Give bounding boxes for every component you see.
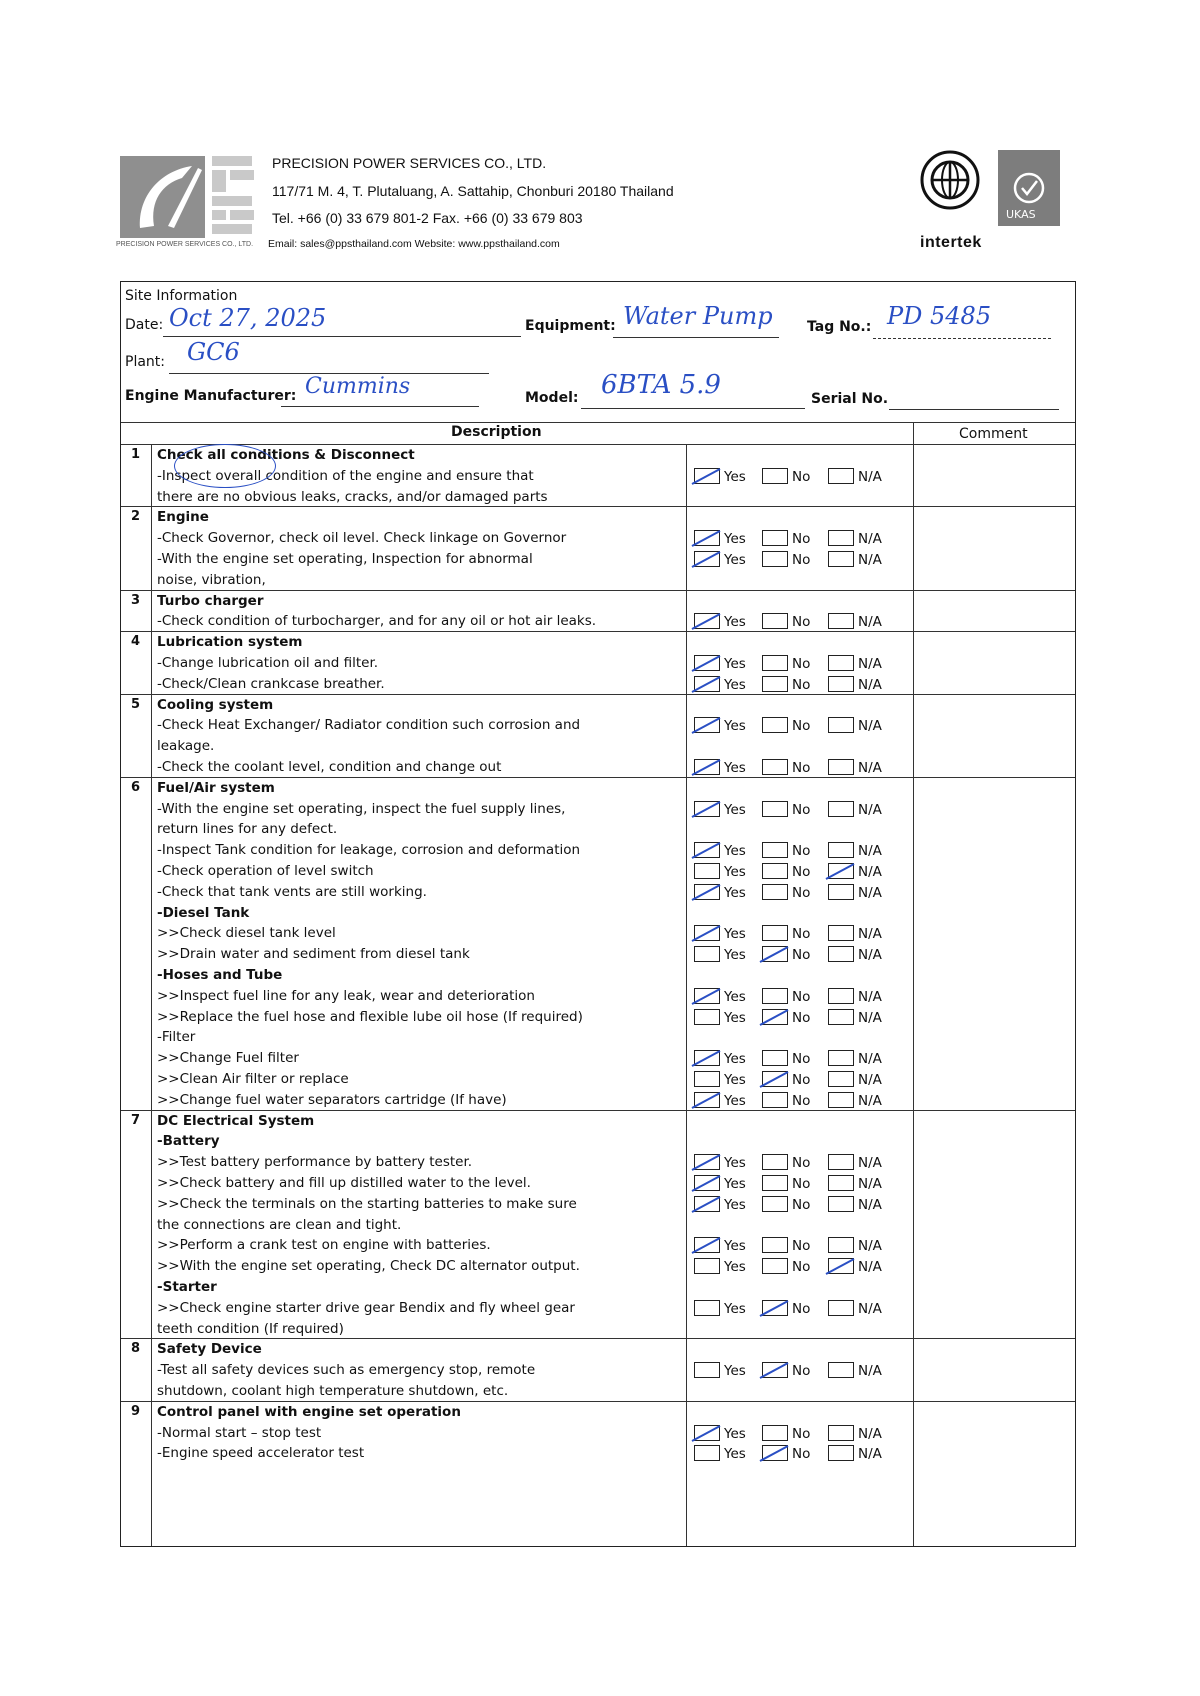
row-item-text: >>Inspect fuel line for any leak, wear and deterioration [157,987,535,1004]
yes-no-na-group [694,1237,914,1255]
checkbox-no[interactable] [762,1092,788,1108]
checkbox-label: No [792,614,811,631]
checkbox-label: Yes [724,614,746,631]
checkbox-label: No [792,988,811,1005]
row-item-text: teeth condition (If required) [157,1320,344,1337]
checkbox-label: N/A [858,1051,882,1068]
checkbox-label: N/A [858,1092,882,1109]
yes-no-na-group [694,468,914,486]
checkbox-label: Yes [724,1238,746,1255]
checkbox-na[interactable] [828,1009,854,1025]
checkbox-yes[interactable] [694,1362,720,1378]
row-divider [121,1338,1075,1339]
date-label: Date: [125,317,164,333]
checkbox-label: No [792,864,811,880]
checkbox-label: Yes [724,1300,746,1317]
checkbox-label: N/A [858,1425,882,1442]
checkbox-yes[interactable] [694,1237,720,1253]
row-item-text: -Check the coolant level, condition and change out [157,759,502,775]
row-divider [121,590,1075,591]
checkbox-na[interactable] [828,1175,854,1191]
checkbox-label: N/A [858,884,882,901]
yes-no-na-group [694,530,914,548]
row-number: 7 [131,1112,141,1128]
yes-no-na-group [694,1175,914,1193]
checkbox-label: No [792,760,811,776]
yes-no-na-group [694,988,914,1006]
checkbox-no[interactable] [762,468,788,484]
row-item-text: >>With the engine set operating, Check DC alternator output. [157,1258,580,1275]
row-item-text: shutdown, coolant high temperature shutdown, etc. [157,1383,509,1399]
row-heading: Control panel with engine set operation [157,1403,461,1420]
checkbox-na[interactable] [828,1050,854,1066]
row-item-text: -Check condition of turbocharger, and for any oil or hot air leaks. [157,613,597,630]
checkbox-label: N/A [858,1196,882,1213]
row-item-text: -Check that tank vents are still working. [157,883,427,900]
row-number: 3 [131,592,141,608]
checkbox-yes[interactable] [694,1445,720,1461]
row-item-text: -Change lubrication oil and filter. [157,655,379,671]
checkbox-na[interactable] [828,530,854,546]
checkbox-label: N/A [858,926,882,943]
checkbox-label: No [792,656,811,672]
row-heading: Engine [157,509,209,526]
document-header [116,150,1075,260]
row-number: 8 [131,1341,141,1357]
tag-field[interactable]: PD 5485 [887,302,992,330]
checkbox-label: No [792,1072,811,1088]
yes-no-na-group [694,717,914,735]
logo-caption: PRECISION POWER SERVICES CO., LTD. [116,241,254,248]
checkbox-no[interactable] [762,613,788,629]
checkbox-no[interactable] [762,884,788,900]
checkbox-yes[interactable] [694,676,720,692]
intertek-wordmark: intertek [920,234,982,251]
checkbox-label: No [792,1009,811,1026]
checkbox-no[interactable] [762,1237,788,1253]
row-number: 5 [131,696,141,712]
checkbox-no[interactable] [762,1445,788,1461]
checkbox-yes[interactable] [694,946,720,962]
row-item-text: >>Perform a crank test on engine with batteries. [157,1237,491,1254]
row-heading: -Diesel Tank [157,904,250,921]
yes-no-na-group [694,1154,914,1172]
checkbox-label: N/A [858,718,882,735]
company-name: PRECISION POWER SERVICES CO., LTD. [272,155,547,171]
checkbox-no[interactable] [762,946,788,962]
checkbox-na[interactable] [828,551,854,567]
checkbox-label: Yes [724,1009,746,1026]
checkbox-label: No [792,1446,811,1463]
checkbox-label: Yes [724,1446,746,1463]
checkbox-label: Yes [724,1196,746,1213]
yes-no-na-group [694,1092,914,1110]
checkbox-no[interactable] [762,842,788,858]
date-field[interactable]: Oct 27, 2025 [169,304,327,332]
checkbox-label: Yes [724,1051,746,1068]
row-item-text: the connections are clean and tight. [157,1216,402,1233]
checkbox-label: N/A [858,676,882,693]
checkbox-yes[interactable] [694,801,720,817]
checkbox-no[interactable] [762,1300,788,1316]
row-item-text: -Check operation of level switch [157,863,374,879]
checkbox-label: No [792,947,811,964]
checkbox-label: No [792,468,811,485]
checkbox-no[interactable] [762,1071,788,1087]
checkbox-na[interactable] [828,884,854,900]
checkbox-na[interactable] [828,946,854,962]
checkbox-label: N/A [858,531,882,548]
checkbox-yes[interactable] [694,551,720,567]
yes-no-na-group [694,925,914,943]
checkbox-label: N/A [858,760,882,776]
row-item-text: >>Replace the fuel hose and flexible lube oil hose (If required) [157,1008,583,1025]
row-heading: -Hoses and Tube [157,967,283,983]
checkbox-label: No [792,1196,811,1213]
checkbox-label: No [792,1363,811,1380]
checkbox-label: No [792,1425,811,1442]
checkbox-na[interactable] [828,1154,854,1170]
checkbox-label: No [792,1259,811,1276]
checkbox-yes[interactable] [694,655,720,671]
row-number: 9 [131,1403,141,1419]
row-item-text: noise, vibration, [157,571,266,588]
checkbox-no[interactable] [762,1196,788,1212]
serial-label: Serial No. [811,391,889,407]
checkbox-no[interactable] [762,863,788,879]
checkbox-na[interactable] [828,1092,854,1108]
site-info-title: Site Information [125,288,238,304]
company-phone: Tel. +66 (0) 33 679 801-2 Fax. +66 (0) 33 679 803 [272,210,583,226]
checkbox-no[interactable] [762,1258,788,1274]
yes-no-na-group [694,1196,914,1214]
checkbox-label: Yes [724,552,746,568]
checkbox-label: N/A [858,864,882,880]
checkbox-label: Yes [724,1072,746,1088]
row-heading: -Starter [157,1279,217,1295]
checkbox-label: N/A [858,947,882,964]
yes-no-na-group [694,613,914,631]
checkbox-label: Yes [724,1363,746,1380]
yes-no-na-group [694,1445,914,1463]
yes-no-na-group [694,676,914,694]
checkbox-label: Yes [724,676,746,693]
row-heading: -Battery [157,1133,220,1150]
checkbox-label: N/A [858,801,882,818]
manufacturer-label: Engine Manufacturer: [125,388,297,404]
checkbox-label: N/A [858,1300,882,1317]
checkbox-label: No [792,1176,811,1192]
checkbox-yes[interactable] [694,530,720,546]
row-item-text: -Filter [157,1029,196,1046]
checkbox-label: No [792,1238,811,1255]
checkbox-no[interactable] [762,655,788,671]
checkbox-label: N/A [858,1072,882,1088]
row-item-text: >>Change fuel water separators cartridge (If have) [157,1091,507,1108]
checkbox-yes[interactable] [694,842,720,858]
row-item-text: >>Change Fuel filter [157,1050,299,1067]
row-number: 4 [131,634,141,650]
checkbox-label: No [792,676,811,693]
row-item-text: leakage. [157,738,215,755]
checkbox-yes[interactable] [694,925,720,941]
checkbox-na[interactable] [828,717,854,733]
checkbox-label: Yes [724,1176,746,1192]
checkbox-label: N/A [858,1155,882,1172]
checkbox-label: No [792,926,811,943]
checkbox-no[interactable] [762,551,788,567]
pps-logo [120,156,260,238]
row-heading: Fuel/Air system [157,779,275,796]
checkbox-yes[interactable] [694,1154,720,1170]
checkbox-yes[interactable] [694,988,720,1004]
checkbox-no[interactable] [762,988,788,1004]
checkbox-no[interactable] [762,1175,788,1191]
checkbox-label: N/A [858,468,882,485]
checkbox-yes[interactable] [694,1071,720,1087]
checkbox-na[interactable] [828,1196,854,1212]
yes-no-na-group [694,759,914,777]
checkbox-yes[interactable] [694,1175,720,1191]
checkbox-yes[interactable] [694,1092,720,1108]
checkbox-na[interactable] [828,1300,854,1316]
row-item-text: >>Clean Air filter or replace [157,1071,349,1087]
row-heading: Cooling system [157,696,274,713]
checkbox-yes[interactable] [694,1196,720,1212]
checkbox-no[interactable] [762,801,788,817]
checkbox-no[interactable] [762,530,788,546]
yes-no-na-group [694,655,914,673]
checkbox-label: Yes [724,1155,746,1172]
svg-text:UKAS: UKAS [1006,208,1036,221]
checkbox-na[interactable] [828,863,854,879]
row-item-text: >>Check diesel tank level [157,925,336,942]
equipment-field[interactable]: Water Pump [623,302,773,330]
checkbox-label: Yes [724,947,746,964]
equipment-label: Equipment: [525,318,616,334]
checkbox-na[interactable] [828,801,854,817]
checkbox-na[interactable] [828,655,854,671]
yes-no-na-group [694,842,914,860]
handwritten-circle-annotation [174,444,276,488]
yes-no-na-group [694,884,914,902]
checkbox-yes[interactable] [694,717,720,733]
row-item-text: >>Check engine starter drive gear Bendix and fly wheel gear [157,1299,575,1316]
checkbox-no[interactable] [762,925,788,941]
checkbox-label: No [792,843,811,860]
checkbox-yes[interactable] [694,863,720,879]
checkbox-na[interactable] [828,759,854,775]
checkbox-no[interactable] [762,717,788,733]
checkbox-no[interactable] [762,676,788,692]
checkbox-yes[interactable] [694,1258,720,1274]
row-item-text: -Check/Clean crankcase breather. [157,675,385,692]
checkbox-na[interactable] [828,1362,854,1378]
checkbox-yes[interactable] [694,884,720,900]
row-heading: DC Electrical System [157,1112,315,1129]
row-item-text: >>Check the terminals on the starting batteries to make sure [157,1195,577,1212]
row-number: 2 [131,509,141,525]
checkbox-no[interactable] [762,1009,788,1025]
checkbox-na[interactable] [828,613,854,629]
row-item-text: -Test all safety devices such as emergency stop, remote [157,1362,536,1379]
row-item-text: there are no obvious leaks, cracks, and/or damaged parts [157,488,548,505]
row-item-text: >>Check battery and fill up distilled water to the level. [157,1175,531,1191]
checkbox-na[interactable] [828,925,854,941]
row-divider [121,506,1075,507]
checkbox-na[interactable] [828,988,854,1004]
plant-field[interactable]: GC6 [187,338,240,366]
company-contact: Email: sales@ppsthailand.com Website: www.ppsthailand.com [268,238,560,250]
row-item-text: -Engine speed accelerator test [157,1445,365,1462]
checkbox-label: Yes [724,801,746,818]
row-item-text: >>Test battery performance by battery tester. [157,1154,473,1171]
checkbox-label: N/A [858,1363,882,1380]
model-field[interactable]: 6BTA 5.9 [601,370,721,400]
checkbox-label: N/A [858,1176,882,1192]
checkbox-label: Yes [724,926,746,943]
checkbox-na[interactable] [828,1237,854,1253]
row-item-text: -Inspect Tank condition for leakage, corrosion and deformation [157,842,581,859]
row-item-text: >>Drain water and sediment from diesel tank [157,946,470,963]
checkbox-label: No [792,1300,811,1317]
checkbox-label: No [792,552,811,568]
checkbox-no[interactable] [762,1050,788,1066]
checkbox-label: Yes [724,1425,746,1442]
yes-no-na-group [694,1362,914,1380]
row-heading: Lubrication system [157,634,303,651]
checkbox-label: N/A [858,1009,882,1026]
checkbox-label: N/A [858,988,882,1005]
checkbox-yes[interactable] [694,1300,720,1316]
checkbox-label: N/A [858,1238,882,1255]
row-item-text: -Check Governor, check oil level. Check linkage on Governor [157,530,567,547]
checkbox-label: Yes [724,656,746,672]
checkbox-label: Yes [724,1259,746,1276]
checkbox-label: Yes [724,760,746,776]
checkbox-no[interactable] [762,759,788,775]
row-number: 6 [131,779,141,795]
checkbox-na[interactable] [828,842,854,858]
checkbox-label: No [792,531,811,548]
checkbox-no[interactable] [762,1362,788,1378]
checkbox-label: N/A [858,843,882,860]
checkbox-label: No [792,884,811,901]
checkbox-label: Yes [724,884,746,901]
yes-no-na-group [694,1425,914,1443]
manufacturer-field[interactable]: Cummins [305,374,411,399]
checkbox-label: N/A [858,656,882,672]
checkbox-no[interactable] [762,1425,788,1441]
checkbox-label: Yes [724,843,746,860]
checkbox-label: N/A [858,1446,882,1463]
row-item-text: -With the engine set operating, Inspection for abnormal [157,551,533,567]
checkbox-na[interactable] [828,468,854,484]
row-item-text: -Check Heat Exchanger/ Radiator condition such corrosion and [157,717,581,734]
yes-no-na-group [694,801,914,819]
checkbox-no[interactable] [762,1154,788,1170]
yes-no-na-group [694,863,914,881]
row-item-text: -With the engine set operating, inspect the fuel supply lines, [157,800,566,817]
checkbox-label: No [792,1155,811,1172]
yes-no-na-group [694,1258,914,1276]
checkbox-label: Yes [724,718,746,735]
row-heading: Turbo charger [157,592,264,609]
checkbox-label: Yes [724,1092,746,1109]
checkbox-label: No [792,801,811,818]
checkbox-yes[interactable] [694,468,720,484]
checkbox-label: No [792,718,811,735]
row-heading: Safety Device [157,1341,262,1358]
row-item-text: -Normal start – stop test [157,1424,322,1441]
checkbox-label: No [792,1051,811,1068]
checkbox-na[interactable] [828,1425,854,1441]
checkbox-yes[interactable] [694,1425,720,1441]
checkbox-na[interactable] [828,1258,854,1274]
yes-no-na-group [694,1009,914,1027]
yes-no-na-group [694,1050,914,1068]
checkbox-na[interactable] [828,676,854,692]
checkbox-label: Yes [724,864,746,880]
tag-label: Tag No.: [807,319,872,335]
checkbox-label: Yes [724,988,746,1005]
yes-no-na-group [694,1071,914,1089]
row-heading: Check all conditions & Disconnect [157,447,415,463]
description-header: Description [451,424,542,440]
checkbox-label: Yes [724,468,746,485]
checkbox-yes[interactable] [694,1009,720,1025]
checkbox-label: No [792,1092,811,1109]
row-item-text: return lines for any defect. [157,821,338,838]
company-address: 117/71 M. 4, T. Plutaluang, A. Sattahip, Chonburi 20180 Thailand [272,183,674,199]
yes-no-na-group [694,1300,914,1318]
checkbox-yes[interactable] [694,1050,720,1066]
model-label: Model: [525,390,579,406]
checkbox-label: N/A [858,552,882,568]
checkbox-yes[interactable] [694,759,720,775]
comment-header: Comment [959,426,1028,442]
row-number: 1 [131,447,141,462]
checkbox-label: N/A [858,614,882,631]
checkbox-label: N/A [858,1259,882,1276]
plant-label: Plant: [125,354,165,370]
checkbox-na[interactable] [828,1071,854,1087]
row-item-text: -Inspect overall condition of the engine and ensure that [157,467,534,484]
yes-no-na-group [694,946,914,964]
yes-no-na-group [694,551,914,569]
checkbox-yes[interactable] [694,613,720,629]
checkbox-label: Yes [724,531,746,548]
checkbox-na[interactable] [828,1445,854,1461]
